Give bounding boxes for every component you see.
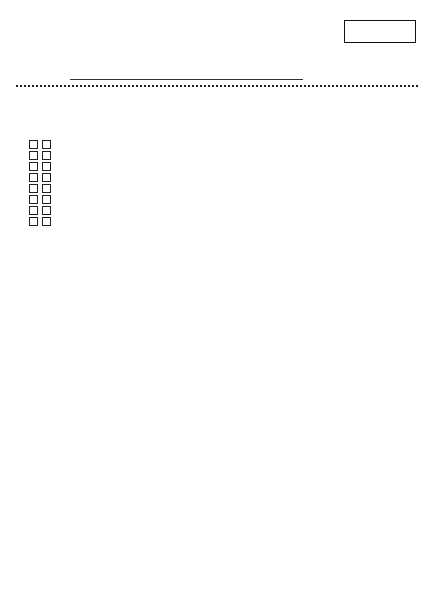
pre-test-checkbox[interactable] (29, 140, 38, 149)
post-test-checkbox[interactable] (42, 217, 51, 226)
pre-test-checkbox[interactable] (29, 206, 38, 215)
post-test-checkbox[interactable] (42, 206, 51, 215)
pre-test-checkbox[interactable] (29, 217, 38, 226)
pre-test-checkbox[interactable] (29, 184, 38, 193)
pre-test-checkbox[interactable] (29, 195, 38, 204)
post-test-checkbox[interactable] (42, 195, 51, 204)
pre-test-checkbox[interactable] (29, 162, 38, 171)
dotted-divider (16, 85, 418, 87)
pre-test-checkbox[interactable] (29, 151, 38, 160)
post-test-checkbox[interactable] (42, 151, 51, 160)
post-test-checkbox[interactable] (42, 140, 51, 149)
post-test-checkbox[interactable] (42, 184, 51, 193)
student-name-line (70, 79, 303, 80)
post-test-checkbox[interactable] (42, 162, 51, 171)
post-test-checkbox[interactable] (42, 173, 51, 182)
grade-box (344, 20, 416, 43)
pre-test-checkbox[interactable] (29, 173, 38, 182)
